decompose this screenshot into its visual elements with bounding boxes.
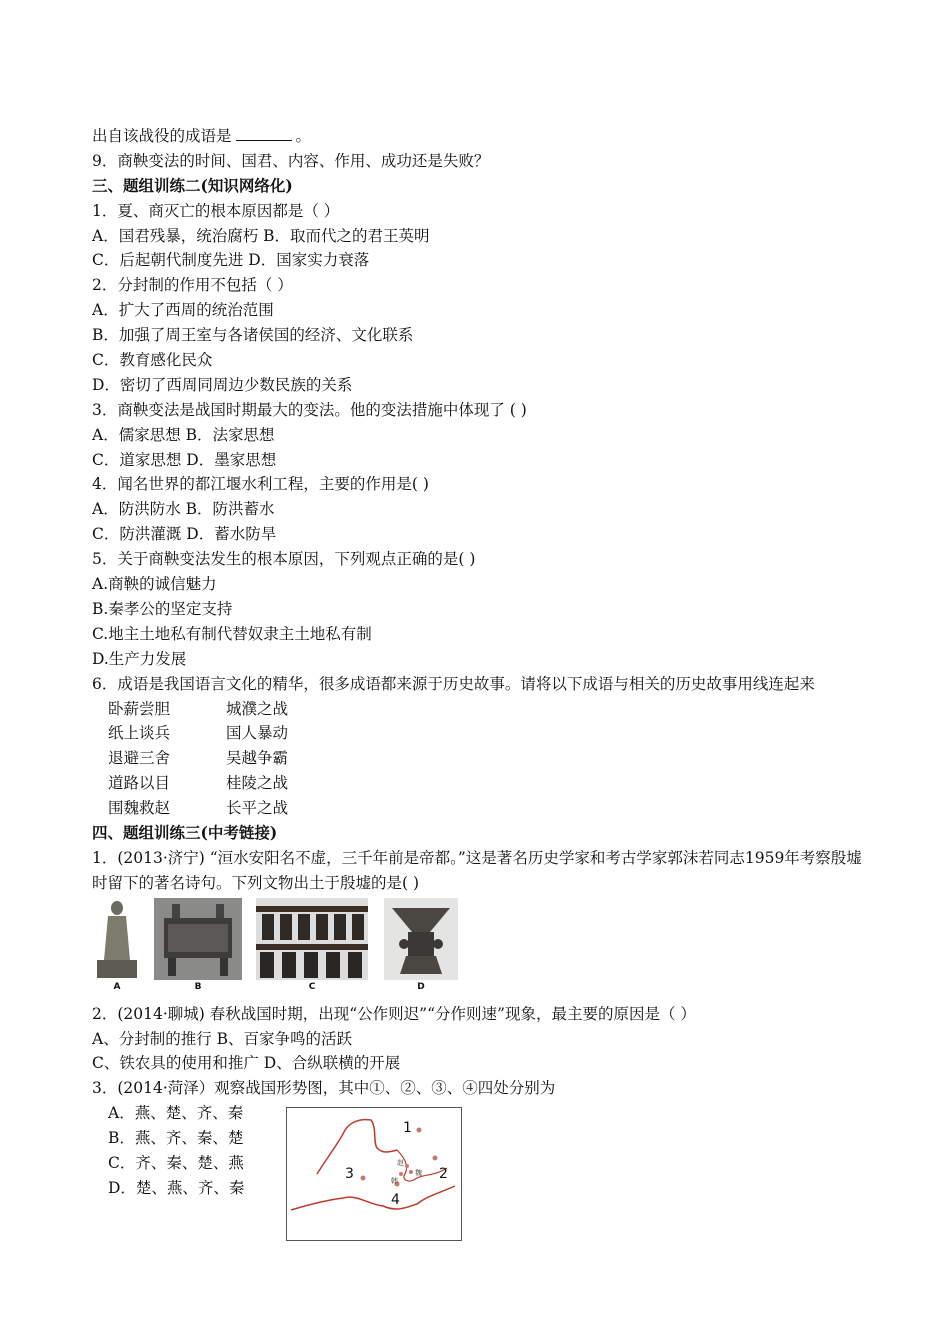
option-line: A．燕、楚、齐、秦 bbox=[108, 1104, 244, 1123]
option-line: A．防洪防水 B．防洪蓄水 bbox=[92, 500, 275, 519]
picture-label: A bbox=[113, 981, 121, 992]
idiom-text: 卧薪尝胆 bbox=[108, 699, 171, 718]
option-line: D．楚、燕、齐、秦 bbox=[108, 1178, 245, 1197]
event-text: 国人暴动 bbox=[226, 724, 289, 743]
zun-vessel-picture bbox=[384, 898, 458, 992]
question-stem: 3．商鞅变法是战国时期最大的变法。他的变法措施中体现了 ( ) bbox=[92, 400, 527, 419]
picture-label: D bbox=[417, 981, 425, 992]
map-marker-label: 4 bbox=[391, 1192, 400, 1209]
option-line: C．防洪灌溉 D．蓄水防旱 bbox=[92, 525, 277, 544]
question-stem: 4．闻名世界的都江堰水利工程，主要的作用是( ) bbox=[92, 475, 429, 494]
option-line: A．国君残暴，统治腐朽 B．取而代之的君王英明 bbox=[92, 226, 430, 245]
idiom-text: 纸上谈兵 bbox=[108, 724, 171, 743]
matching-row bbox=[92, 746, 872, 771]
question-stem: 3．(2014·菏泽）观察战国形势图，其中①、②、③、④四处分别为 bbox=[92, 1079, 556, 1098]
option-line: C．齐、秦、楚、燕 bbox=[108, 1154, 244, 1172]
picture-label: B bbox=[194, 981, 202, 992]
idiom-text: 道路以目 bbox=[108, 774, 171, 793]
question-stem: 1．(2013·济宁) “洹水安阳名不虚，三千年前是帝都。”这是著名历史学家和考古学家郭沫若同志1959年考察殷墟时留下的著名诗句。下列文物出土于殷墟的是( ) bbox=[92, 848, 862, 892]
question-stem: 2．(2014·聊城) 春秋战国时期，出现“公作则迟”“分作则速”现象，最主要的原因是（ ） bbox=[92, 1004, 696, 1023]
option-line: A．儒家思想 B．法家思想 bbox=[92, 425, 275, 444]
artifact-pictures bbox=[92, 898, 872, 994]
option-line: C．教育感化民众 bbox=[92, 351, 213, 370]
event-text: 长平之战 bbox=[226, 799, 289, 818]
idiom-text: 围魏救赵 bbox=[108, 799, 171, 818]
idiom-text: 退避三舍 bbox=[108, 749, 171, 768]
option-line: B．燕、齐、秦、楚 bbox=[108, 1129, 244, 1148]
question-stem: 5．关于商鞅变法发生的根本原因，下列观点正确的是( ) bbox=[92, 550, 476, 569]
ding-picture bbox=[154, 898, 242, 992]
question-stem: 2．分封制的作用不包括（ ） bbox=[92, 276, 293, 295]
option-line: C．道家思想 D．墨家思想 bbox=[92, 450, 277, 469]
matching-row bbox=[92, 796, 872, 821]
option-line: A.商鞅的诚信魅力 bbox=[92, 575, 217, 594]
question-stem: 6．成语是我国语言文化的精华，很多成语都来源于历史故事。请将以下成语与相关的历史故事用线连起来 bbox=[92, 674, 815, 693]
map-marker-label: 1 bbox=[403, 1120, 412, 1137]
event-text: 城濮之战 bbox=[226, 699, 289, 718]
option-line: B.秦孝公的坚定支持 bbox=[92, 599, 233, 618]
picture-label: C bbox=[308, 981, 316, 992]
event-text: 桂陵之战 bbox=[226, 774, 289, 793]
document-page bbox=[92, 124, 872, 1251]
question-9: 9．商鞅变法的时间、国君、内容、作用、成功还是失败？ bbox=[92, 151, 490, 170]
option-line: C．后起朝代制度先进 D．国家实力衰落 bbox=[92, 251, 370, 270]
event-text: 吴越争霸 bbox=[226, 749, 289, 768]
statue-picture bbox=[92, 898, 142, 992]
option-line: A、分封制的推行 B、百家争鸣的活跃 bbox=[92, 1029, 353, 1048]
map-state-label: 赵 bbox=[397, 1159, 404, 1168]
map-state-label: 韩 bbox=[391, 1177, 398, 1186]
bells-picture bbox=[256, 898, 368, 992]
warring-states-map bbox=[286, 1107, 462, 1241]
answer-blank[interactable] bbox=[236, 126, 292, 141]
option-line: D.生产力发展 bbox=[92, 649, 187, 668]
section-heading: 三、题组训练二(知识网络化) bbox=[92, 175, 293, 195]
option-line: A．扩大了西周的统治范围 bbox=[92, 301, 274, 320]
option-line: B．加强了周王室与各诸侯国的经济、文化联系 bbox=[92, 326, 414, 345]
matching-row bbox=[92, 721, 872, 746]
section-heading: 四、题组训练三(中考链接) bbox=[92, 822, 278, 842]
option-list bbox=[108, 1101, 244, 1201]
option-line: D．密切了西周同周边少数民族的关系 bbox=[92, 375, 353, 394]
map-marker-label: 3 bbox=[345, 1166, 354, 1183]
option-line: C、铁农具的使用和推广 D、合纵联横的开展 bbox=[92, 1054, 401, 1073]
matching-row bbox=[92, 771, 872, 796]
map-state-label: 魏 bbox=[415, 1169, 422, 1178]
question-3-block bbox=[92, 1101, 872, 1251]
question-stem: 1．夏、商灭亡的根本原因都是（ ） bbox=[92, 201, 340, 220]
option-line: C.地主土地私有制代替奴隶主土地私有制 bbox=[92, 624, 372, 643]
matching-row bbox=[92, 697, 872, 722]
text-line: 出自该战役的成语是 。 bbox=[92, 127, 312, 145]
map-marker-label: 2 bbox=[439, 1166, 448, 1183]
